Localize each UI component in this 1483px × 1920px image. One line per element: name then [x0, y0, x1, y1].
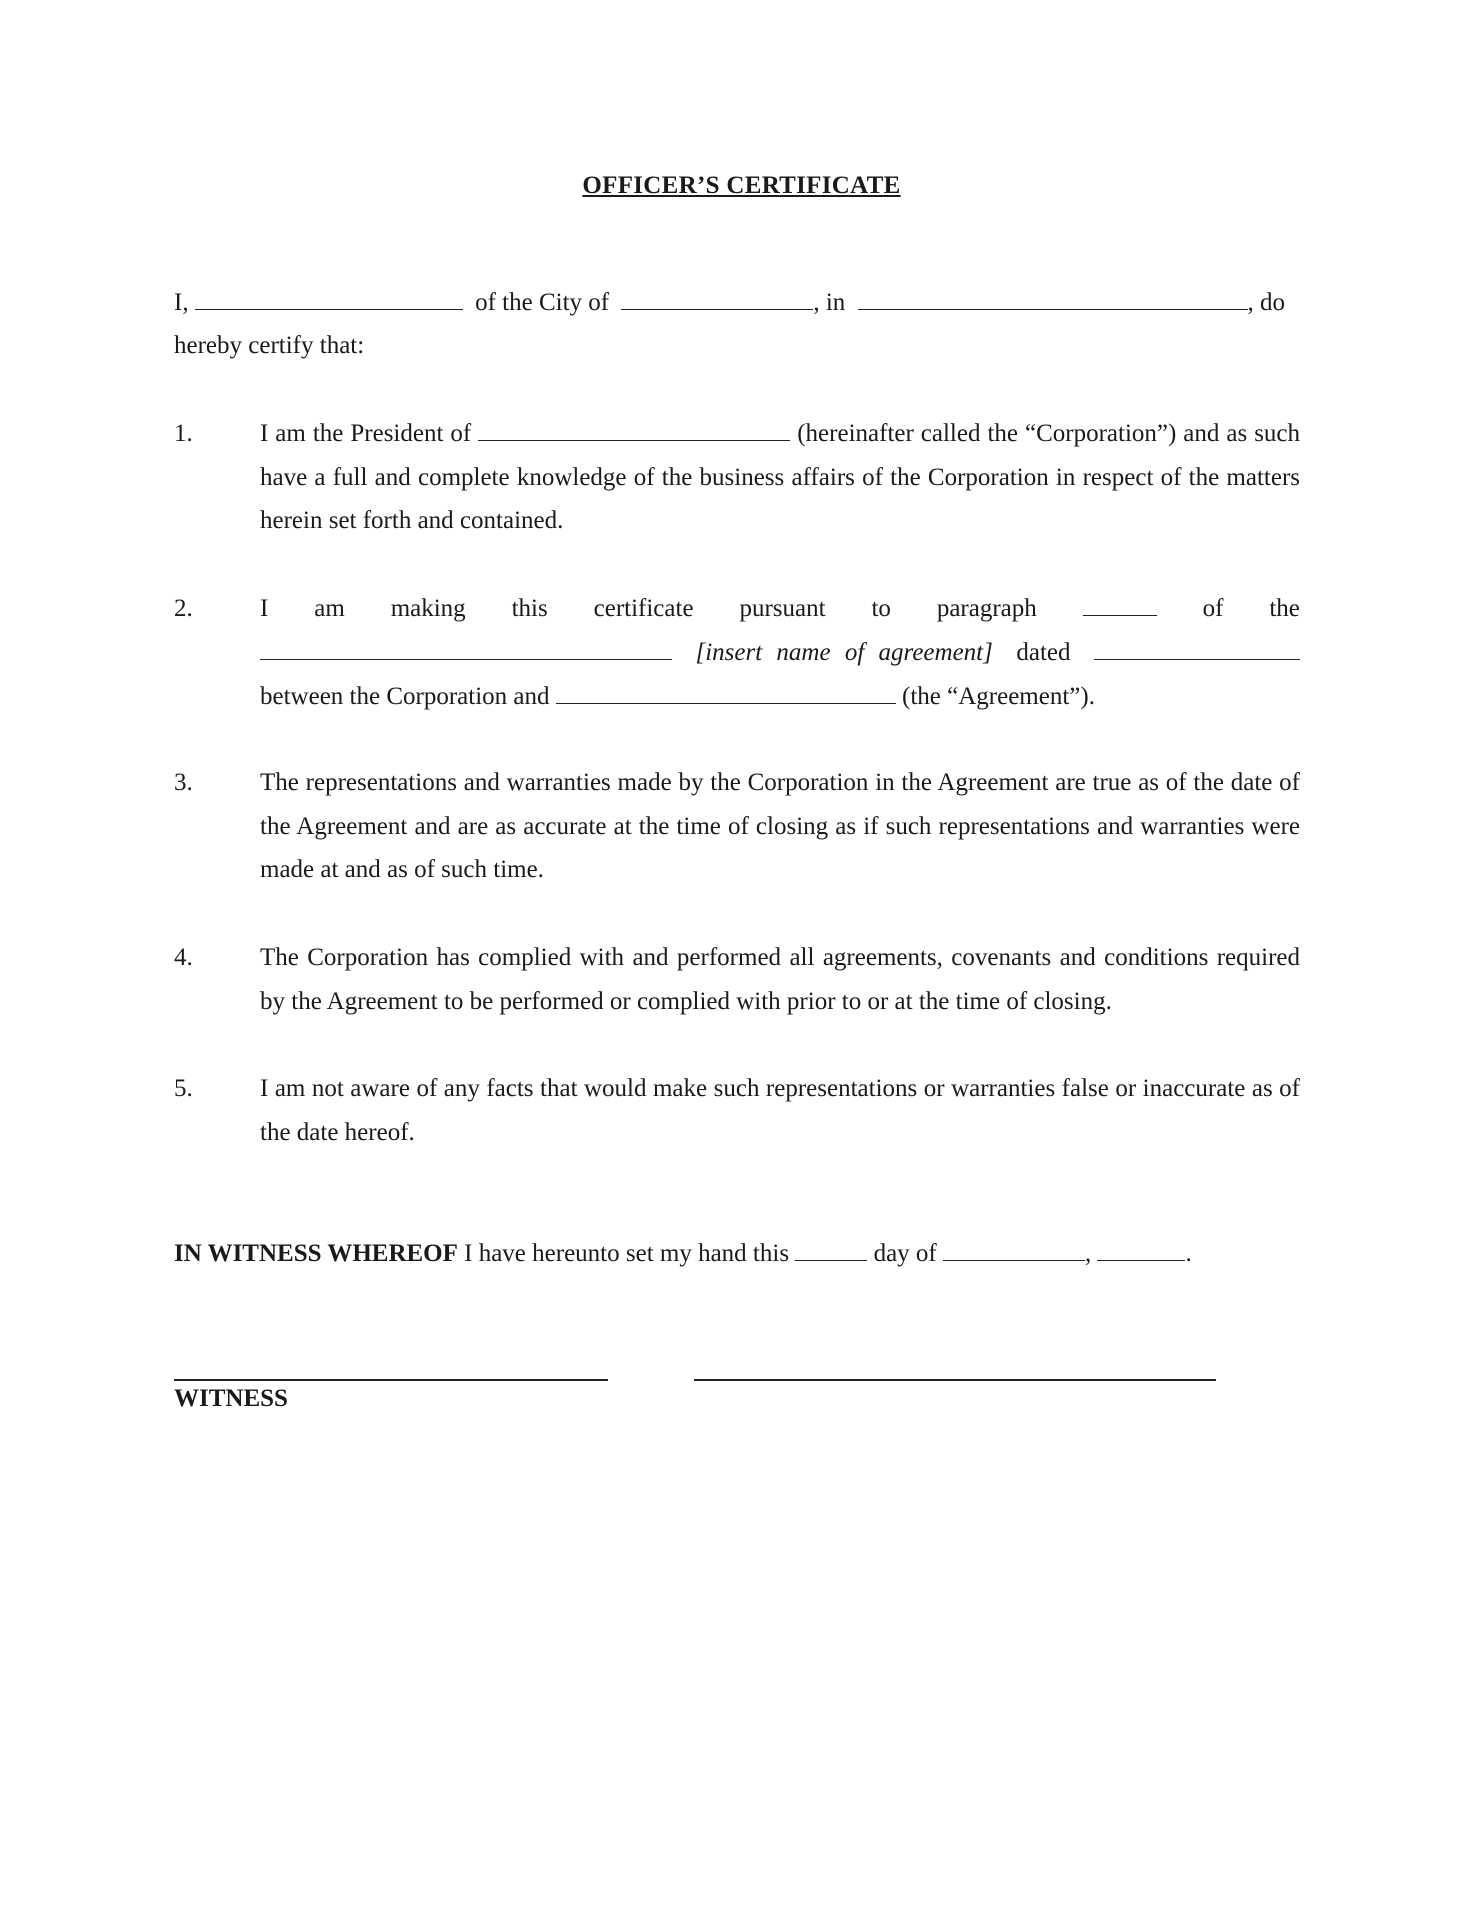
intro-in-label: , in	[813, 289, 846, 316]
witness-comma: ,	[1084, 1240, 1092, 1267]
item-5-paragraph: I am not aware of any facts that would make such representations or warranties false or inaccurate as of the date hereof.	[260, 1075, 1300, 1146]
item-2-word: this	[511, 595, 548, 622]
insert-agreement-hint: [insert name of agreement]	[695, 639, 993, 666]
item-2-word: certificate	[593, 595, 694, 622]
item-1-paragraph	[260, 412, 1300, 543]
item-1-text: (hereinafter called the “Corporation”) and as such have a full and complete knowledge of the business affairs of the Corporation in respect of the matters herein set forth and contained.	[260, 420, 1301, 534]
month-blank[interactable]	[943, 1238, 1085, 1261]
witness-signature-line[interactable]	[174, 1379, 608, 1381]
intro-i: I,	[174, 289, 189, 316]
item-2-line-1	[260, 592, 1300, 626]
year-blank[interactable]	[1097, 1238, 1185, 1261]
intro-do-label: , do	[1247, 289, 1286, 316]
item-5-number: 5.	[174, 1075, 193, 1102]
item-2-word: pursuant	[739, 595, 826, 622]
witness-day-of: day of	[873, 1240, 937, 1267]
officer-name-blank[interactable]	[195, 287, 463, 310]
intro-line-2: hereby certify that:	[174, 332, 365, 359]
item-2-the: the	[1269, 595, 1300, 622]
item-2-word: to	[871, 595, 891, 622]
item-4-number: 4.	[174, 944, 193, 971]
witness-period: .	[1185, 1240, 1192, 1267]
item-2-word: making	[390, 595, 466, 622]
item-2-dated: dated	[1016, 639, 1071, 666]
intro-city-label: of the City of	[475, 289, 610, 316]
agreement-name-blank[interactable]	[260, 637, 672, 660]
witness-clause	[174, 1237, 1192, 1271]
counterparty-blank[interactable]	[556, 681, 896, 704]
officer-signature-line[interactable]	[694, 1379, 1216, 1381]
witness-label: WITNESS	[174, 1385, 288, 1412]
item-1-lead: I am the President of	[260, 420, 472, 447]
item-2-word: paragraph	[936, 595, 1037, 622]
witness-clause-text: I have hereunto set my hand this	[464, 1240, 790, 1267]
item-2-word: am	[314, 595, 345, 622]
document-title: OFFICER’S CERTIFICATE	[582, 172, 901, 199]
paragraph-number-blank[interactable]	[1083, 593, 1157, 616]
province-blank[interactable]	[858, 287, 1248, 310]
corporation-name-blank[interactable]	[478, 418, 790, 441]
item-2-of: of	[1202, 595, 1224, 622]
item-2-number: 2.	[174, 595, 193, 622]
witness-clause-bold: IN WITNESS WHEREOF	[174, 1240, 458, 1267]
item-2-line-2	[260, 636, 1300, 670]
intro-line	[174, 286, 1300, 320]
day-blank[interactable]	[795, 1238, 867, 1261]
item-2-word: I	[260, 595, 269, 622]
item-3-number: 3.	[174, 769, 193, 796]
item-2-agreement-def: (the “Agreement”).	[902, 683, 1095, 710]
item-1-number: 1.	[174, 420, 193, 447]
agreement-date-blank[interactable]	[1094, 637, 1300, 660]
item-2-between: between the Corporation and	[260, 683, 550, 710]
city-blank[interactable]	[621, 287, 813, 310]
item-2-line-3	[260, 680, 1095, 714]
item-3-paragraph: The representations and warranties made by the Corporation in the Agreement are true as of the date of the Agreement and are as accurate at the time of closing as if such representations and warranties were made at and as of such time.	[260, 769, 1300, 883]
item-4-paragraph: The Corporation has complied with and performed all agreements, covenants and conditions required by the Agreement to be performed or complied with prior to or at the time of closing.	[260, 944, 1300, 1015]
